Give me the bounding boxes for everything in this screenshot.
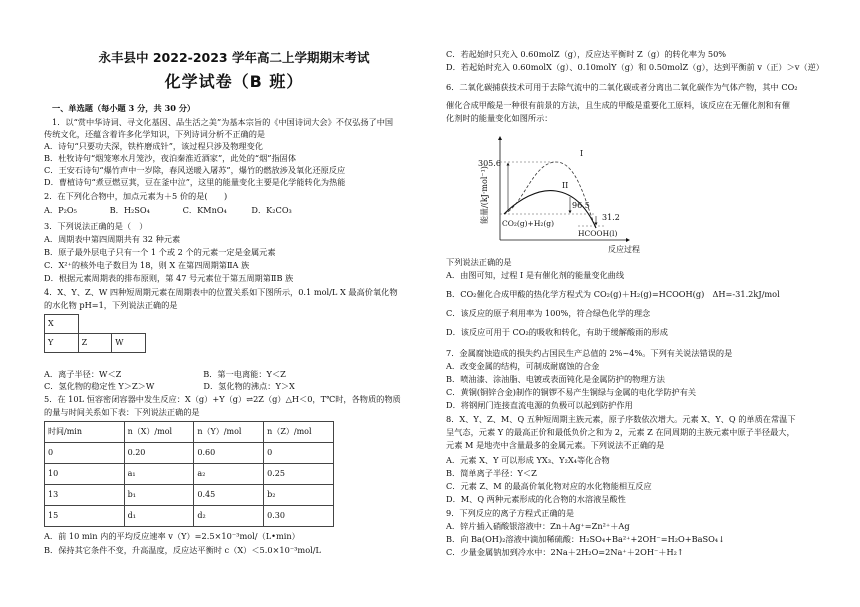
x-axis-label: 反应过程: [608, 245, 640, 254]
table-cell: 15: [45, 506, 125, 527]
table-cell: 0: [264, 443, 334, 464]
table-cell: d₂: [194, 506, 264, 527]
q5-option-c: C．若起始时只充入 0.60molZ（g），反应达平衡时 Z（g）的转化率为 50%: [446, 50, 727, 59]
table-cell: 13: [45, 485, 125, 506]
table-cell: 0.25: [264, 464, 334, 485]
q9-option-c: C．少量金属钠加到冷水中：2Na＋2H₂O=2Na⁺＋2OH⁻＋H₂↑: [446, 548, 684, 557]
q6-stem-cont: 催化合成甲酸是一种很有前景的方法，且生成的甲酸是重要化工原料，该反应在无催化剂和有催: [446, 101, 790, 110]
table-cell: a₂: [194, 464, 264, 485]
q8-stem: 8．X、Y、Z、M、Q 五种短周期主族元素，原子序数依次增大。元素 X、Y、Q 的单质在常温下: [446, 415, 796, 424]
reactants-label: CO₂(g)+H₂(g): [502, 219, 555, 228]
q1-option-c: C．王安石诗句“爆竹声中一岁除，春风送暖入屠苏”，爆竹的燃放涉及氧化还原反应: [44, 166, 346, 175]
q4-options-cd: C．氢化物的稳定性 Y＞Z＞W D．氢化物的沸点：Y＞X: [44, 382, 295, 391]
table-header: 时间/min: [45, 422, 125, 443]
q5-option-a: A．前 10 min 内的平均反应速率 v（Y）=2.5×10⁻³mol/（L•min）: [44, 532, 300, 541]
q8-stem-cont: 呈气态，元素 Y 的最高正价和最低负价之和为 2，元素 Z 在同周期的主族元素中原子半径最大，: [446, 428, 795, 437]
q6-stem-cont2: 化剂时的能量变化如图所示：: [446, 114, 553, 123]
q1-option-b: B．杜牧诗句“烟笼寒水月笼沙，夜泊秦淮近酒家”，此处的“烟”指固体: [44, 154, 297, 163]
school-title: 永丰县中 2022-2023 学年高二上学期期末考试: [98, 50, 370, 65]
q8-stem-cont2: 元素 M 是地壳中含量最多的金属元素。下列说法不正确的是: [446, 441, 665, 450]
table-cell: 0.60: [194, 443, 264, 464]
q3-option-a: A．周期表中第四周期共有 32 种元素: [44, 235, 181, 244]
value-305-6: 305.6: [478, 159, 501, 168]
q2-stem: 2．在下列化合物中，加点元素为＋5 价的是( ): [44, 192, 228, 201]
q6-option-a: A．由图可知，过程 I 是有催化剂的能量变化曲线: [446, 271, 625, 280]
curve-i-label: I: [580, 149, 584, 158]
q8-option-b: B．简单离子半径：Y＜Z: [446, 469, 537, 478]
paper-title: 化学试卷（B 班）: [164, 72, 304, 91]
table-row: [45, 506, 334, 527]
q7-option-c: C．黄铜(铜锌合金)制作的铜锣不易产生铜绿与金属的电化学防护有关: [446, 388, 697, 397]
table-cell: X: [45, 315, 79, 334]
amount-time-table: [44, 421, 334, 527]
table-cell: 0: [45, 443, 125, 464]
table-cell: Z: [78, 334, 112, 353]
q3-option-d: D．根据元素周期表的排布原则，第 47 号元素位于第五周期第ⅡB 族: [44, 274, 294, 283]
value-96-5: 96.5: [572, 201, 590, 210]
q7-option-a: A．改变金属的结构，可制成耐腐蚀的合金: [446, 362, 600, 371]
energy-diagram: [478, 136, 668, 254]
table-cell: 0.45: [194, 485, 264, 506]
q2-options: A．P₂O₅ B．H₂SO₄ C．KMnO₄ D．K₂CO₃: [44, 206, 292, 215]
q8-option-a: A．元素 X、Y 可以形成 YX₃、Y₂X₄等化合物: [446, 456, 610, 465]
periodic-position-table: [44, 314, 146, 353]
q1-option-d: D．曹植诗句“煮豆燃豆萁，豆在釜中泣”，这里的能量变化主要是化学能转化为热能: [44, 178, 346, 187]
q6-option-c: C．该反应的原子利用率为 100%，符合绿色化学的理念: [446, 309, 651, 318]
section-heading: 一、单选题（每小题 3 分，共 30 分）: [52, 104, 196, 113]
table-header: n（Y）/mol: [194, 422, 264, 443]
q8-option-d: D．M、Q 两种元素形成的化合物的水溶液呈酸性: [446, 495, 626, 504]
table-cell: 0.20: [124, 443, 194, 464]
curve-ii-label: II: [562, 181, 569, 190]
q9-stem: 9．下列反应的离子方程式正确的是: [446, 509, 575, 518]
table-cell: a₁: [124, 464, 194, 485]
q5-stem-cont: 的量与时间关系如下表：下列说法正确的是: [44, 408, 200, 417]
q9-option-b: B．向 Ba(OH)₂溶液中滴加稀硫酸：H₂SO₄+Ba²⁺+2OH⁻=H₂O+BaSO₄↓: [446, 535, 725, 544]
table-cell: d₁: [124, 506, 194, 527]
table-header: n（X）/mol: [124, 422, 194, 443]
q6-option-b: B．CO₂催化合成甲酸的热化学方程式为 CO₂(g)＋H₂(g)=HCOOH(g) ΔH=-31.2kJ/mol: [446, 290, 780, 299]
table-row: [45, 443, 334, 464]
product-label: HCOOH(l): [578, 229, 618, 238]
q6-option-d: D．该反应可用于 CO₂的吸收和转化，有助于缓解酸雨的形成: [446, 328, 668, 337]
q3-option-c: C．X²⁺的核外电子数目为 18，则 X 在第四周期第ⅡA 族: [44, 261, 250, 270]
table-cell: b₂: [264, 485, 334, 506]
table-cell: b₁: [124, 485, 194, 506]
table-cell: Y: [45, 334, 79, 353]
q6-prompt: 下列说法正确的是: [446, 258, 512, 267]
q7-option-d: D．将钢闸门连接直流电源的负极可以起到防护作用: [446, 401, 633, 410]
q5-option-d: D．若起始时充入 0.60molX（g）、0.10molY（g）和 0.50molZ（g），达到平衡前 v（正）＞v（逆）: [446, 63, 824, 72]
value-31-2: 31.2: [602, 213, 620, 222]
table-cell: 0.30: [264, 506, 334, 527]
table-row: [45, 464, 334, 485]
table-header: n（Z）/mol: [264, 422, 334, 443]
y-axis-label: 能量/(kJ·mol⁻¹): [480, 166, 489, 224]
q1-option-a: A．诗句“只要功夫深，铁杵磨成针”，该过程只涉及物理变化: [44, 142, 263, 151]
table-cell: W: [112, 334, 146, 353]
q4-stem: 4．X、Y、Z、W 四种短周期元素在周期表中的位置关系如下图所示，0.1 mol/L X 最高价氧化物: [44, 288, 398, 297]
table-row: [45, 485, 334, 506]
q1-stem: 1．以“赏中华诗词、寻文化基因、品生活之美”为基本宗旨的《中国诗词大会》不仅弘扬了中国: [52, 118, 394, 127]
q1-stem-cont: 传统文化，还蕴含着许多化学知识，下列诗词分析不正确的是: [44, 130, 266, 139]
q5-option-b: B．保持其它条件不变，升高温度，反应达平衡时 c（X）＜5.0×10⁻³mol/L: [44, 546, 321, 555]
q3-stem: 3．下列说法正确的是（ ）: [44, 222, 148, 231]
q6-stem: 6．二氧化碳捕获技术可用于去除气流中的二氧化碳或者分离出二氧化碳作为气体产物，其中 CO₂: [446, 83, 798, 92]
q7-option-b: B．喷油漆、涂油脂、电镀或表面钝化是金属防护的物理方法: [446, 375, 665, 384]
table-cell: 10: [45, 464, 125, 485]
q4-stem-cont: 的水化物 pH=1，下列说法正确的是: [44, 301, 178, 310]
q4-options-ab: A．离子半径：W＜Z B．第一电离能：Y＜Z: [44, 370, 286, 379]
q8-option-c: C．元素 Z、M 的最高价氧化物对应的水化物能相互反应: [446, 482, 652, 491]
q3-option-b: B．原子最外层电子只有一个 1 个或 2 个的元素一定是金属元素: [44, 248, 276, 257]
table-cell: [112, 315, 146, 334]
q7-stem: 7．金属腐蚀造成的损失约占国民生产总值的 2%~4%。下列有关说法错误的是: [446, 349, 733, 358]
q5-stem: 5．在 10L 恒容密闭容器中发生反应：X（g）+Y（g）⇌2Z（g）△H＜0，T℃时，各物质的物质: [44, 395, 401, 404]
q9-option-a: A．锌片插入硝酸银溶液中：Zn＋Ag⁺=Zn²⁺＋Ag: [446, 522, 630, 531]
table-cell: [78, 315, 112, 334]
